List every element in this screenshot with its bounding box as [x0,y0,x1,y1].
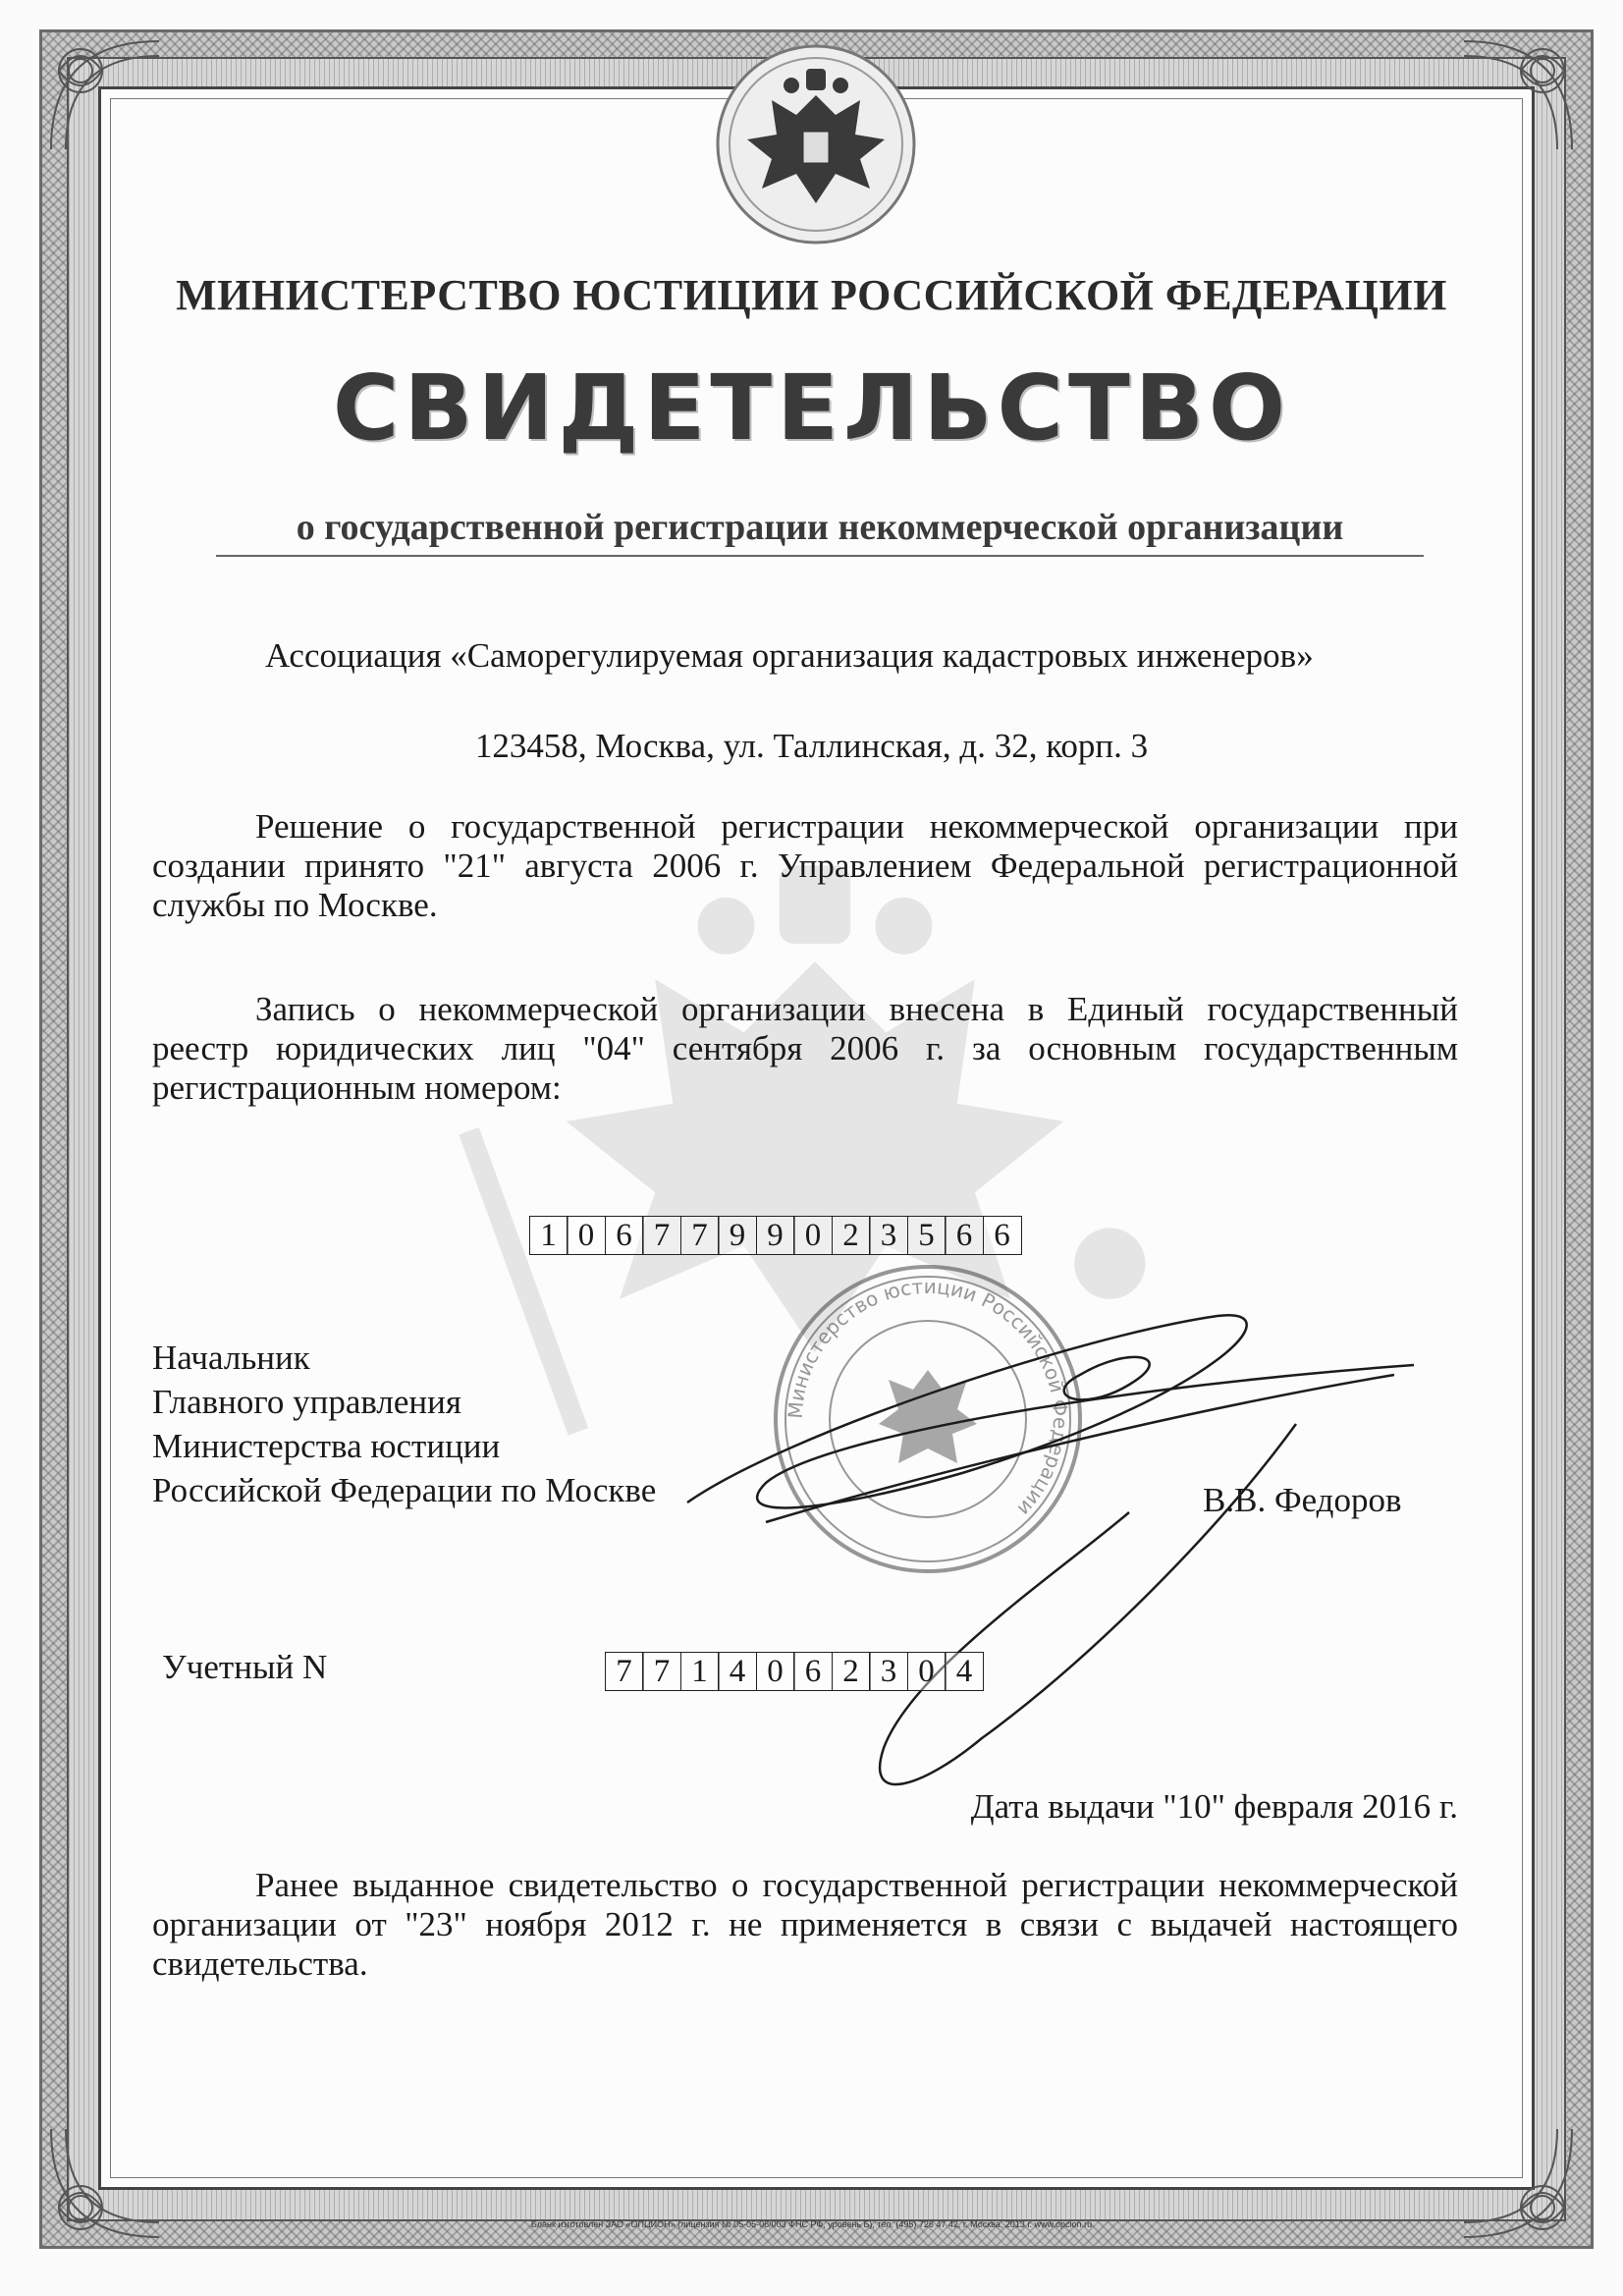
document-subtitle: о государственной регистрации некоммерческой организации [216,506,1424,557]
ogrn-digit: 7 [642,1216,681,1255]
decision-paragraph: Решение о государственной регистрации некоммерческой организации при создании принято "21" августа 2006 г. Управлением Федеральной регистрационной службы по Москве. [152,807,1458,924]
ogrn-digit: 6 [983,1216,1022,1255]
ogrn-digit: 3 [869,1216,908,1255]
organization-address: 123458, Москва, ул. Таллинская, д. 32, корп. 3 [474,727,1149,765]
ministry-heading: МИНИСТЕРСТВО ЮСТИЦИИ РОССИЙСКОЙ ФЕДЕРАЦИИ [176,271,1447,319]
account-digit: 2 [832,1652,871,1691]
organization-name: Ассоциация «Саморегулируемая организация кадастровых инженеров» [265,636,1314,675]
ogrn-digit: 1 [529,1216,568,1255]
ogrn-number-boxes [530,1216,1022,1255]
document-title: СВИДЕТЕЛЬСТВО [332,355,1291,461]
handwritten-signature [668,1274,1434,1827]
account-digit: 0 [907,1652,947,1691]
corner-ornament-top-left [41,31,169,159]
ogrn-digit: 9 [756,1216,795,1255]
issue-date: Дата выдачи "10" февраля 2016 г. [970,1787,1458,1826]
ogrn-digit: 6 [945,1216,984,1255]
account-digit: 3 [869,1652,908,1691]
official-position-line: Начальник [152,1339,310,1377]
official-position-line: Российской Федерации по Москве [152,1471,657,1509]
ogrn-digit: 5 [907,1216,947,1255]
account-digit: 0 [756,1652,795,1691]
official-position [152,1336,656,1512]
seal-text: Министерство юстиции Российской Федерации [783,1274,1073,1521]
ogrn-digit: 0 [567,1216,606,1255]
coat-of-arms-emblem [713,41,919,247]
account-digit: 6 [793,1652,833,1691]
ogrn-digit: 9 [718,1216,757,1255]
corner-ornament-top-right [1454,31,1582,159]
account-digit: 4 [718,1652,757,1691]
account-digit: 4 [945,1652,984,1691]
official-position-line: Главного управления [152,1383,461,1421]
printer-microtext: Бланк изготовлен ЗАО «ОПЦИОН» (лицензия № 05-05-06/003 ФНС РФ, уровень Б), тел. (495) 726 47 42, г. Москва, 2013 г. www.opcion.ru [530,2219,1093,2229]
account-number-boxes [606,1652,984,1691]
account-number-label: Учетный N [162,1648,328,1686]
ogrn-digit: 2 [832,1216,871,1255]
ogrn-digit: 0 [793,1216,833,1255]
official-name: В.В. Федоров [1203,1481,1402,1519]
account-digit: 7 [605,1652,644,1691]
ogrn-digit: 6 [605,1216,644,1255]
previous-certificate-notice: Ранее выданное свидетельство о государственной регистрации некоммерческой организации от "23" ноября 2012 г. не применяется в связи с выдачей настоящего свидетельства. [152,1866,1458,1983]
account-digit: 7 [642,1652,681,1691]
ogrn-digit: 7 [680,1216,720,1255]
official-position-line: Министерства юстиции [152,1427,501,1465]
registry-record-paragraph: Запись о некоммерческой организации внесена в Единый государственный реестр юридических лиц "04" сентября 2006 г. за основным государственным регистрационным номером: [152,990,1458,1107]
account-digit: 1 [680,1652,720,1691]
